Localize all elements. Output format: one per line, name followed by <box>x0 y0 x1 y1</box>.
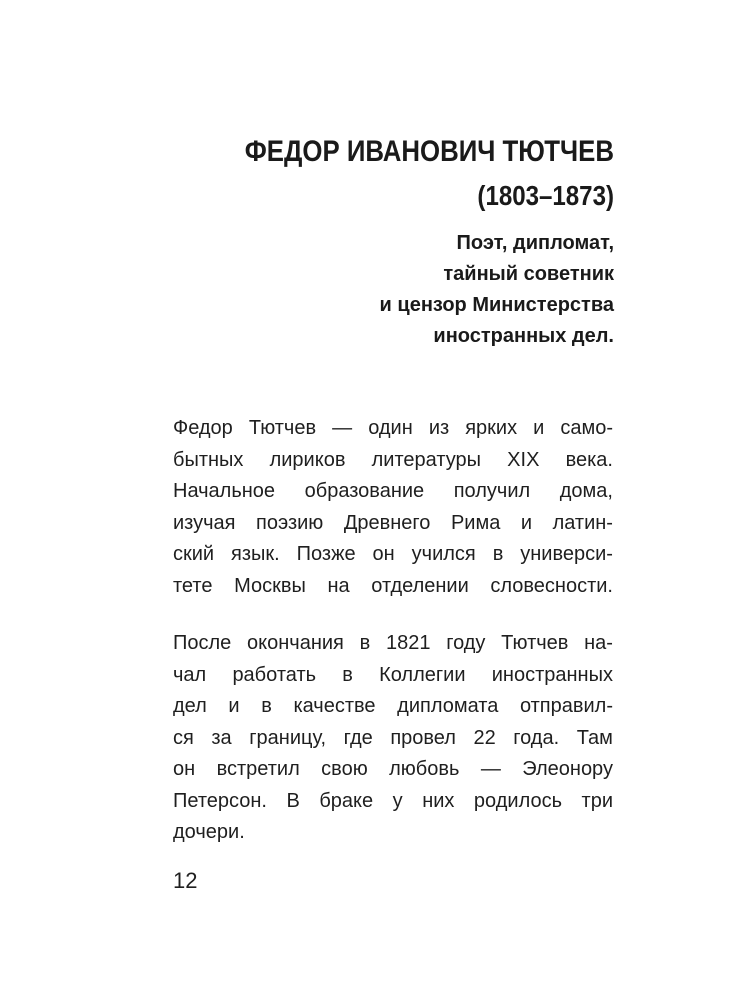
text-line <box>173 476 613 508</box>
word: и <box>520 511 533 534</box>
word: отделении <box>371 574 469 597</box>
word: у <box>392 789 403 812</box>
text-line <box>173 723 613 755</box>
word: 1821 <box>385 632 431 654</box>
word: один <box>368 417 413 439</box>
word: ский <box>173 543 215 565</box>
word: Там <box>576 726 613 749</box>
text-line <box>173 660 613 692</box>
word: он <box>372 543 395 565</box>
word: качестве <box>293 695 376 717</box>
subtitle-line: тайный советник <box>443 263 614 285</box>
word: словесности. <box>490 574 613 597</box>
word: Элеонору <box>522 758 613 780</box>
word: в <box>342 663 353 686</box>
word: в <box>261 695 272 717</box>
word: Москвы <box>234 574 306 597</box>
word: работать <box>232 663 317 686</box>
word: ся <box>173 726 194 749</box>
word: лириков <box>269 448 346 471</box>
word: где <box>343 726 373 749</box>
word: После <box>173 632 232 654</box>
word: свою <box>321 758 368 780</box>
word: — <box>332 417 353 439</box>
word: на <box>327 574 350 597</box>
word: чал <box>173 663 207 686</box>
text-line <box>173 754 613 786</box>
word: Рима <box>450 511 501 534</box>
word: Петерсон. <box>173 789 267 812</box>
word: изучая <box>173 511 236 534</box>
word: язык. <box>231 543 280 565</box>
word: получил <box>453 480 531 502</box>
word: дел <box>173 695 207 717</box>
word: 22 <box>473 726 496 749</box>
word: века. <box>565 448 613 471</box>
word: браке <box>319 789 374 812</box>
word: учился <box>411 543 476 565</box>
word: XIX <box>507 448 540 471</box>
word: за <box>211 726 232 749</box>
word: встретил <box>216 758 300 780</box>
word: Коллегии <box>379 663 466 686</box>
word: Федор <box>173 417 233 439</box>
text-line <box>173 628 613 660</box>
word: Древнего <box>343 511 431 534</box>
word: ярких <box>465 417 518 439</box>
word: любовь <box>389 758 460 780</box>
word: Тютчев <box>501 632 569 654</box>
word: Тютчев <box>248 417 317 439</box>
word: из <box>428 417 450 439</box>
word: тете <box>173 574 213 597</box>
word: он <box>173 758 196 780</box>
word: и <box>533 417 545 439</box>
word: Позже <box>296 543 356 565</box>
word: провел <box>390 726 456 749</box>
word: само- <box>560 417 613 439</box>
text-line: дочери. <box>173 821 245 843</box>
text-line <box>173 508 613 540</box>
text-line <box>173 786 613 818</box>
word: и <box>228 695 240 717</box>
body-paragraph-1 <box>173 413 613 602</box>
text-line <box>173 445 613 477</box>
word: отправил- <box>519 695 613 717</box>
word: иностранных <box>491 663 613 686</box>
chapter-header <box>150 130 614 218</box>
word: универси- <box>520 543 613 565</box>
text-line <box>173 413 613 445</box>
life-years: (1803–1873) <box>477 180 614 211</box>
word: бытных <box>173 448 244 471</box>
word: образование <box>304 480 425 502</box>
text-line <box>173 571 613 603</box>
word: в <box>492 543 504 565</box>
subtitle-line: Поэт, дипломат, <box>456 232 614 254</box>
chapter-title: ФЕДОР ИВАНОВИЧ ТЮТЧЕВ <box>244 135 614 168</box>
word: окончания <box>247 632 344 654</box>
word: родилось <box>473 789 563 812</box>
page-number: 12 <box>173 868 198 893</box>
word: латин- <box>552 511 613 534</box>
text-line <box>173 691 613 723</box>
word: на- <box>584 632 613 654</box>
word: — <box>480 758 501 780</box>
body-paragraph-2 <box>173 628 613 849</box>
subtitle <box>380 228 614 352</box>
word: года. <box>513 726 560 749</box>
word: границу, <box>249 726 327 749</box>
word: них <box>422 789 455 812</box>
text-line <box>173 539 613 571</box>
word: в <box>359 632 371 654</box>
word: В <box>286 789 300 812</box>
word: дома, <box>559 480 613 502</box>
word: литературы <box>371 448 481 471</box>
word: поэзию <box>256 511 324 534</box>
subtitle-line: иностранных дел. <box>433 325 614 347</box>
word: три <box>581 789 613 812</box>
subtitle-line: и цензор Министерства <box>379 294 614 316</box>
word: году <box>446 632 486 654</box>
word: Начальное <box>173 480 276 502</box>
word: дипломата <box>397 695 499 717</box>
